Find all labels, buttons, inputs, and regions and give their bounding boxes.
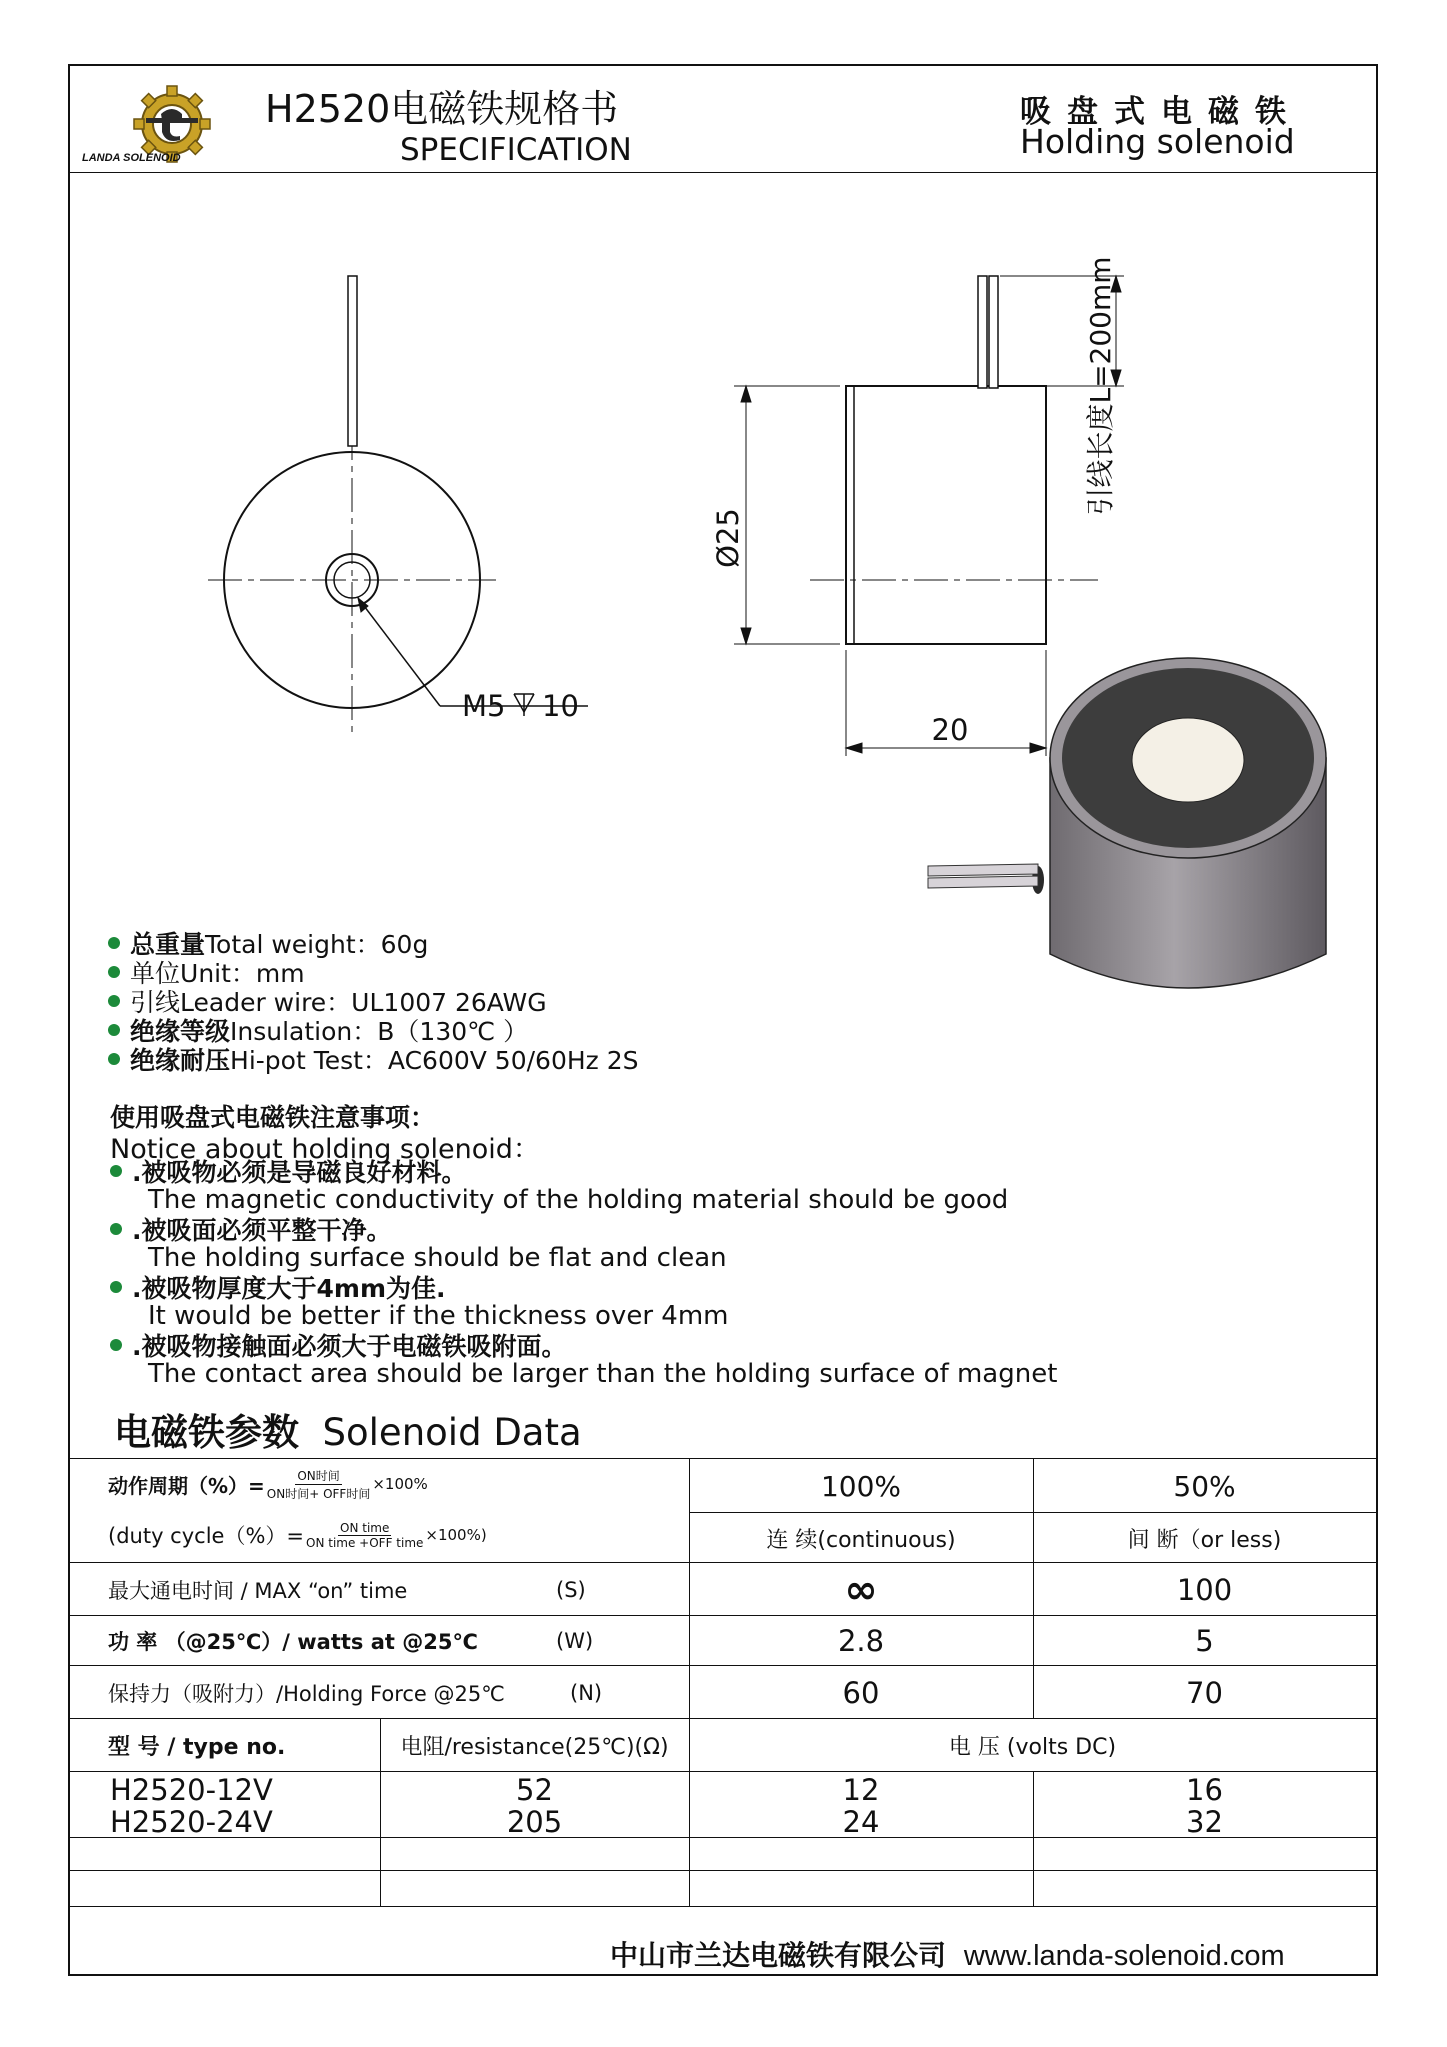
bullet-icon [110,1339,122,1351]
notice-item-en: The magnetic conductivity of the holding material should be good [148,1185,1009,1215]
title-en: SPECIFICATION [400,132,632,168]
row-power-label: 功 率 （@25℃）/ watts at @25℃ [108,1630,478,1654]
model-resistance: 205 [506,1805,563,1839]
duty-fraction-en: $\frac{\text{ON time}}{\text{ON time +OFF time}}$ [306,1520,424,1550]
row-power-unit: (W) [556,1629,594,1653]
depth-symbol-icon [514,694,534,716]
bullet-icon [108,1053,120,1065]
model-voltage-intermittent: 32 [1186,1805,1223,1839]
bullet-icon [110,1165,122,1177]
solenoid-3d-render [928,658,1326,988]
model-voltage-continuous: 12 [842,1773,880,1807]
bullet-icon [108,937,120,949]
table-line [70,1665,1376,1666]
row-holding-force-label: 保持力（吸附力）/Holding Force @25℃ [108,1681,505,1706]
notice-section [110,1098,1310,1388]
duty-cycle-formula-en: (duty cycle（%）= $\frac{\text{ON time}}{\text{ON time +OFF time}}$ ×100%) [108,1520,487,1550]
power-continuous: 2.8 [837,1624,885,1658]
power-intermittent: 5 [1195,1624,1214,1658]
holding-force-intermittent: 70 [1186,1675,1223,1710]
spec-item: 引线 Leader wire：UL1007 26AWG [108,986,639,1015]
model-type: H2520-24V [110,1805,273,1839]
bullet-icon [108,995,120,1007]
notice-item-en: The contact area should be larger than the holding surface of magnet [148,1359,1058,1389]
model-type: H2520-12V [110,1773,273,1807]
technical-drawing [70,176,1376,996]
table-line [70,1870,1376,1871]
title-cn: H2520电磁铁规格书 [265,87,619,131]
front-view [208,276,588,736]
table-line [70,1718,1376,1719]
diameter-label: Ø25 [711,508,745,568]
logo-text: LANDA SOLENOID [82,152,181,164]
wire-length-label: 引线长度L=200mm [1084,256,1117,516]
table-top-line [70,1458,1376,1459]
mode-continuous: 连 续(continuous) [766,1527,956,1553]
notice-item-cn: .被吸物接触面必须大于电磁铁吸附面。 [110,1330,1310,1359]
footer [610,1934,1285,1974]
spec-item: 总重量 Total weight：60g [108,928,639,957]
type-cn: 吸盘式电磁铁 [1020,94,1302,130]
notice-item-en: It would be better if the thickness over 4mm [148,1301,729,1331]
spec-list [108,928,639,1073]
col-header-resistance: 电阻/resistance(25℃)(Ω) [400,1735,669,1760]
col-header-type: 型 号 / type no. [108,1735,286,1760]
col-header-voltage: 电 压 (volts DC) [948,1735,1117,1760]
header-divider [70,172,1376,173]
bullet-icon [108,1024,120,1036]
notice-title-en: Notice about holding solenoid： [110,1134,540,1165]
spec-item: 绝缘耐压 Hi-pot Test：AC600V 50/60Hz 2S [108,1044,639,1073]
holding-force-continuous: 60 [842,1675,880,1710]
max-on-time-intermittent: 100 [1176,1572,1233,1607]
duty-50: 50% [1173,1469,1236,1503]
mode-intermittent: 间 断（or less) [1127,1527,1282,1553]
model-resistance: 52 [516,1773,553,1807]
type-en: Holding solenoid [1020,122,1295,161]
model-voltage-intermittent: 16 [1186,1773,1223,1807]
length-label: 20 [931,713,969,747]
bullet-icon [110,1281,122,1293]
company-name: 中山市兰达电磁铁有限公司 [610,1939,947,1972]
duty-cycle-formula-cn: 动作周期（%）= $\frac{\text{ON时间}}{\text{ON时间+ OFF时间}}$ ×100% [108,1468,428,1501]
data-section-title: 电磁铁参数 Solenoid Data [114,1411,582,1454]
duty-100: 100% [820,1469,902,1503]
notice-item-cn: .被吸物必须是导磁良好材料。 [110,1156,1310,1185]
notice-item-cn: .被吸物厚度大于4mm为佳. [110,1272,1310,1301]
duty-fraction-cn: $\frac{\text{ON时间}}{\text{ON时间+ OFF时间}}$ [266,1468,371,1501]
website-link[interactable]: www.landa-solenoid.com [963,1940,1285,1972]
table-line [70,1615,1376,1616]
notice-item-en: The holding surface should be flat and clean [148,1243,727,1273]
row-max-on-time-unit: (S) [556,1577,586,1602]
row-holding-force-unit: (N) [570,1680,603,1705]
row-max-on-time-label: 最大通电时间 / MAX “on” time [108,1578,408,1603]
side-view [734,276,1124,756]
bullet-icon [108,966,120,978]
model-voltage-continuous: 24 [842,1805,880,1839]
thread-label: M5 [462,689,506,723]
bullet-icon [110,1223,122,1235]
notice-title-cn: 使用吸盘式电磁铁注意事项： [110,1103,436,1132]
thread-depth: 10 [542,689,579,723]
spec-item: 绝缘等级 Insulation：B（130℃ ） [108,1015,639,1044]
max-on-time-continuous: ∞ [844,1566,878,1613]
notice-item-cn: .被吸面必须平整干净。 [110,1214,1310,1243]
page-frame [68,64,1378,1976]
spec-item: 单位 Unit：mm [108,957,639,986]
table-line [70,1562,1376,1563]
table-bottom-line [70,1906,1376,1907]
table-line [70,1771,1376,1772]
